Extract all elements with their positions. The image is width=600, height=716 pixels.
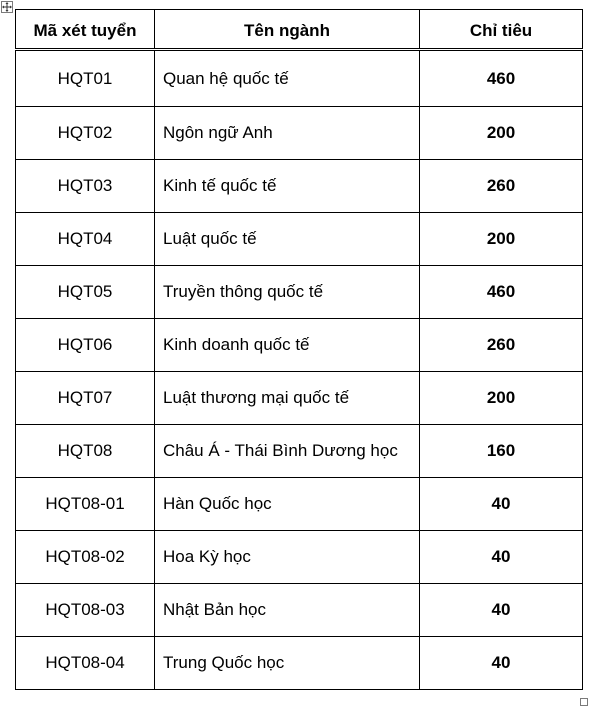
table-row [16,50,583,107]
table-resize-handle[interactable] [580,698,588,706]
cell-quota: 260 [420,319,583,372]
table-row [16,531,583,584]
cell-code: HQT07 [16,372,155,425]
cell-name: Kinh doanh quốc tế [155,319,420,372]
cell-quota: 200 [420,107,583,160]
cell-name: Trung Quốc học [155,637,420,690]
table-move-handle[interactable] [1,1,13,13]
cell-name: Hoa Kỳ học [155,531,420,584]
cell-code: HQT02 [16,107,155,160]
cell-quota: 260 [420,160,583,213]
table-row [16,584,583,637]
cell-code: HQT08-02 [16,531,155,584]
cell-quota: 40 [420,637,583,690]
header-quota: Chỉ tiêu [420,10,583,50]
cell-code: HQT05 [16,266,155,319]
cell-quota: 40 [420,478,583,531]
table-row [16,213,583,266]
cell-name: Luật quốc tế [155,213,420,266]
cell-quota: 40 [420,584,583,637]
cell-code: HQT03 [16,160,155,213]
cell-code: HQT01 [16,50,155,107]
move-arrows-icon [2,2,12,12]
table-row [16,637,583,690]
cell-name: Quan hệ quốc tế [155,50,420,107]
cell-code: HQT06 [16,319,155,372]
cell-code: HQT08-03 [16,584,155,637]
cell-quota: 460 [420,266,583,319]
cell-name: Kinh tế quốc tế [155,160,420,213]
cell-code: HQT08-01 [16,478,155,531]
cell-code: HQT08-04 [16,637,155,690]
table-row [16,478,583,531]
table-row [16,372,583,425]
table-row [16,266,583,319]
cell-code: HQT08 [16,425,155,478]
cell-name: Truyền thông quốc tế [155,266,420,319]
cell-quota: 40 [420,531,583,584]
cell-quota: 460 [420,50,583,107]
cell-quota: 200 [420,372,583,425]
cell-quota: 160 [420,425,583,478]
table-row [16,319,583,372]
cell-name: Luật thương mại quốc tế [155,372,420,425]
cell-name: Ngôn ngữ Anh [155,107,420,160]
header-code: Mã xét tuyển [16,10,155,50]
cell-name: Hàn Quốc học [155,478,420,531]
header-row [16,10,583,50]
header-name: Tên ngành [155,10,420,50]
table-row [16,107,583,160]
admission-quota-table [15,9,583,690]
table-row [16,160,583,213]
cell-quota: 200 [420,213,583,266]
cell-code: HQT04 [16,213,155,266]
cell-name: Nhật Bản học [155,584,420,637]
table-row [16,425,583,478]
cell-name: Châu Á - Thái Bình Dương học [155,425,420,478]
